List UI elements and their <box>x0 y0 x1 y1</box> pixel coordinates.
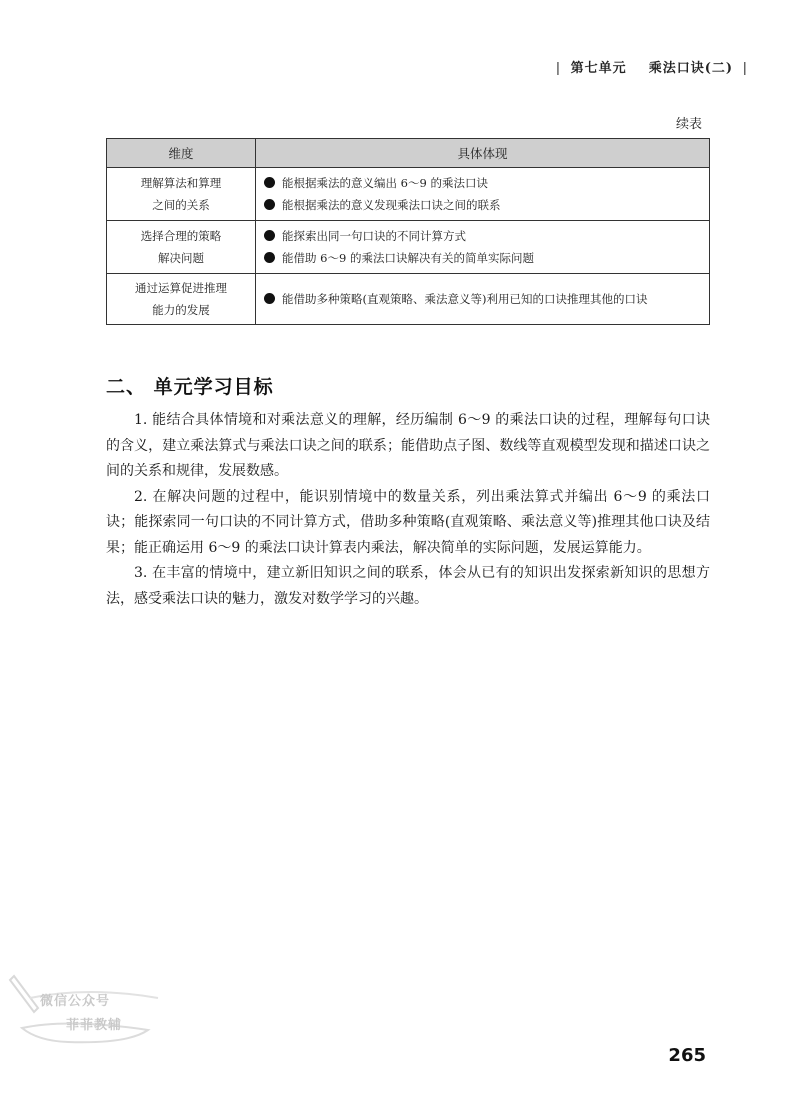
learning-goals <box>106 408 710 612</box>
header-divider: | <box>555 61 562 76</box>
dimension-line: 理解算法和算理 <box>140 176 222 190</box>
detail-item <box>264 225 701 247</box>
dimension-cell <box>107 168 256 221</box>
goal-paragraph: 3. 在丰富的情境中，建立新旧知识之间的联系，体会从已有的知识出发探索新知识的思想方法，感受乘法口诀的魅力，激发对数学学习的兴趣。 <box>106 565 710 607</box>
detail-item <box>264 247 701 269</box>
dimension-line: 解决问题 <box>158 251 204 265</box>
bullet-icon <box>264 199 275 210</box>
column-header-details: 具体体现 <box>256 139 710 168</box>
detail-text: 能借助 6～9 的乘法口诀解决有关的简单实际问题 <box>282 251 534 265</box>
detail-cell <box>256 168 710 221</box>
dimension-line: 通过运算促进推理 <box>135 281 227 295</box>
bullet-icon <box>264 252 275 263</box>
table-header-row <box>107 139 710 168</box>
bullet-icon <box>264 230 275 241</box>
header-chapter: 第七单元 <box>570 61 627 76</box>
dimension-cell <box>107 221 256 274</box>
table-row <box>107 168 710 221</box>
running-header <box>552 57 752 76</box>
detail-item <box>264 194 701 216</box>
detail-cell <box>256 221 710 274</box>
watermark-line-2: 菲菲教辅 <box>66 1018 123 1033</box>
detail-text: 能根据乘法的意义编出 6～9 的乘法口诀 <box>282 176 488 190</box>
table-row <box>107 221 710 274</box>
column-header-dimension: 维度 <box>107 139 256 168</box>
header-topic: 乘法口诀(二) <box>648 61 734 76</box>
goal-paragraph: 2. 在解决问题的过程中，能识别情境中的数量关系，列出乘法算式并编出 6～9 的乘法口诀；能探索同一句口诀的不同计算方式，借助多种策略(直观策略、乘法意义等)推理其他口诀及结果；能正确运用 6～9 的乘法口诀计算表内乘法，解决简单的实际问题，发展运算能力。 <box>106 488 710 556</box>
continued-table-label: 续表 <box>675 117 702 132</box>
header-divider-end: | <box>742 61 748 76</box>
detail-item <box>264 172 701 194</box>
detail-item <box>264 288 701 310</box>
detail-text: 能借助多种策略(直观策略、乘法意义等)利用已知的口诀推理其他的口诀 <box>282 292 648 306</box>
detail-cell <box>256 274 710 325</box>
dimension-cell <box>107 274 256 325</box>
watermark <box>8 968 168 1048</box>
bullet-icon <box>264 177 275 188</box>
section-heading: 二、 单元学习目标 <box>106 376 274 398</box>
table-row <box>107 274 710 325</box>
dimension-line: 选择合理的策略 <box>140 229 222 243</box>
bullet-icon <box>264 293 275 304</box>
watermark-line-1: 微信公众号 <box>40 994 111 1009</box>
goal-paragraph: 1. 能结合具体情境和对乘法意义的理解，经历编制 6～9 的乘法口诀的过程，理解每句口诀的含义，建立乘法算式与乘法口诀之间的联系；能借助点子图、数线等直观模型发现和描述口诀之间的关系和规律，发展数感。 <box>106 412 710 479</box>
dimension-line: 能力的发展 <box>152 303 210 317</box>
dimension-table <box>106 138 710 325</box>
dimension-line: 之间的关系 <box>152 198 210 212</box>
detail-text: 能根据乘法的意义发现乘法口诀之间的联系 <box>282 198 501 212</box>
page-number: 265 <box>668 1045 706 1066</box>
detail-text: 能探索出同一句口诀的不同计算方式 <box>282 229 466 243</box>
